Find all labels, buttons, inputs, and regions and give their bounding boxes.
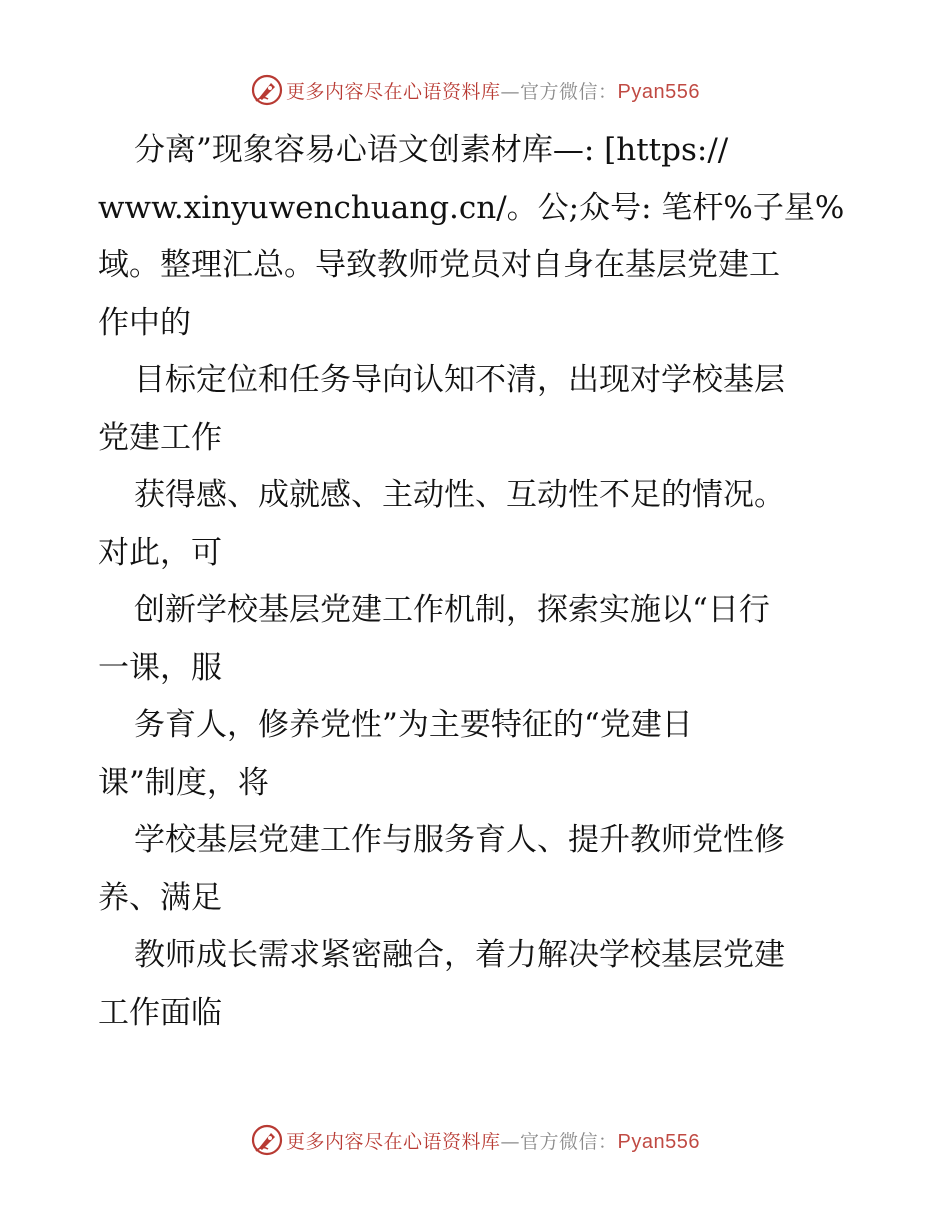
body-line: 分离”现象容易心语文创素材库—: [https:// — [134, 132, 729, 168]
body-line: 一课，服 — [98, 649, 222, 686]
watermark-wechat-label: —官方微信： — [500, 80, 618, 103]
document-body — [98, 122, 858, 1042]
body-line: www.xinyuwenchuang.cn/。公;众号: 笔杆%子星% — [98, 189, 845, 226]
body-line: 作中的 — [98, 304, 191, 341]
watermark-wechat-label: —官方微信： — [500, 1130, 618, 1153]
body-line: 对此，可 — [98, 534, 222, 571]
watermark-text — [286, 1127, 700, 1154]
body-line: 党建工作 — [98, 419, 222, 456]
watermark-wechat-id: Pyan556 — [617, 1130, 700, 1153]
body-line: 学校基层党建工作与服务育人、提升教师党性修 — [134, 822, 785, 858]
pen-nib-logo-icon — [250, 1123, 284, 1157]
watermark-text — [286, 77, 700, 104]
body-line: 务育人，修养党性”为主要特征的“党建日 — [134, 707, 693, 743]
watermark-site-name: 更多内容尽在心语资料库 — [286, 80, 501, 103]
body-line: 教师成长需求紧密融合，着力解决学校基层党建 — [134, 937, 785, 973]
body-line: 课”制度，将 — [98, 764, 269, 801]
body-line: 域。整理汇总。导致教师党员对自身在基层党建工 — [98, 247, 780, 283]
watermark-site-name: 更多内容尽在心语资料库 — [286, 1130, 501, 1153]
header-watermark — [0, 72, 950, 108]
footer-watermark — [0, 1122, 950, 1158]
body-line: 目标定位和任务导向认知不清，出现对学校基层 — [134, 362, 785, 398]
body-line: 获得感、成就感、主动性、互动性不足的情况。 — [134, 477, 785, 513]
watermark-wechat-id: Pyan556 — [617, 80, 700, 103]
body-line: 工作面临 — [98, 994, 222, 1031]
body-line: 养、满足 — [98, 879, 222, 916]
pen-nib-logo-icon — [250, 73, 284, 107]
body-line: 创新学校基层党建工作机制，探索实施以“日行 — [134, 592, 770, 628]
